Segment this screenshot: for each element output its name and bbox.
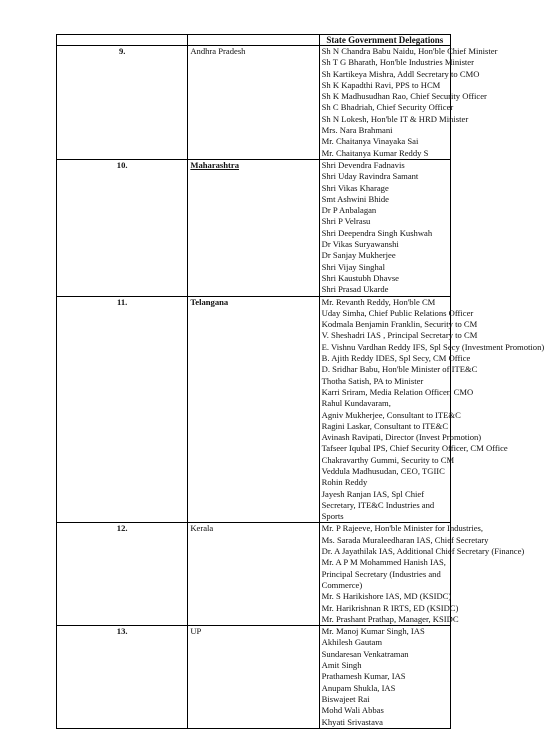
member-name: Mohd Wali Abbas bbox=[321, 705, 384, 716]
state-name bbox=[188, 159, 319, 296]
member-name: Chakravarthy Gummi, Security to CM bbox=[321, 454, 455, 465]
table-header: State Government Delegations bbox=[319, 35, 450, 46]
member-name: Mr. Chaitanya Kumar Reddy S bbox=[321, 147, 429, 158]
member-name: Dr. A Jayathilak IAS, Additional Chief Secretary (Finance) bbox=[321, 546, 525, 557]
member-name: Ms. Sarada Muraleedharan IAS, Chief Secretary bbox=[321, 534, 489, 545]
state-name bbox=[188, 296, 319, 523]
member-name: Mr. S Harikishore IAS, MD (KSIDC) bbox=[321, 591, 452, 602]
delegation-row bbox=[57, 296, 451, 523]
state-name-text: UP bbox=[190, 626, 202, 637]
member-name: E. Vishnu Vardhan Reddy IFS, Spl Secy (Investment Promotion) bbox=[321, 341, 544, 352]
row-number: 12. bbox=[57, 523, 188, 626]
state-name-text: Andhra Pradesh bbox=[190, 46, 246, 56]
member-name: Shri Uday Ravindra Samant bbox=[321, 171, 419, 182]
member-name: Prathamesh Kumar, IAS bbox=[321, 671, 406, 682]
member-name: Shri Vijay Singhal bbox=[321, 261, 385, 272]
state-name bbox=[188, 523, 319, 626]
state-name-text: Telangana bbox=[190, 296, 229, 307]
member-name: Kodmala Benjamin Franklin, Security to CM bbox=[321, 319, 478, 330]
member-name: Veddula Madhusudan, CEO, TGIIC bbox=[321, 465, 445, 476]
member-name: Sh K Madhusudhan Rao, Chief Security Officer bbox=[321, 91, 487, 102]
members-cell bbox=[319, 296, 544, 523]
delegation-row bbox=[57, 46, 451, 160]
member-name: Biswajeet Rai bbox=[321, 693, 370, 704]
header-row bbox=[57, 35, 451, 46]
member-name: Rohin Reddy bbox=[321, 477, 368, 488]
member-name: Agniv Mukherjee, Consultant to ITE&C bbox=[321, 409, 461, 420]
member-name: B. Ajith Reddy IDES, Spl Secy, CM Office bbox=[321, 353, 471, 364]
members-cell bbox=[319, 626, 450, 729]
members-cell bbox=[319, 46, 498, 160]
member-name: Shri Prasad Ukarde bbox=[321, 284, 389, 295]
member-name: Avinash Ravipati, Director (Invest Promotion) bbox=[321, 432, 482, 443]
delegations-table-body bbox=[57, 35, 544, 729]
row-number: 11. bbox=[57, 296, 188, 523]
row-number: 10. bbox=[57, 159, 188, 296]
header-empty-cell bbox=[57, 35, 188, 46]
member-name: Sundaresan Venkatraman bbox=[321, 648, 409, 659]
member-name: Shri Deependra Singh Kushwah bbox=[321, 227, 433, 238]
row-number: 9. bbox=[57, 46, 188, 160]
member-name: Mr. Revanth Reddy, Hon'ble CM bbox=[321, 296, 436, 307]
member-name: Tafseer Iqubal IPS, Chief Security Officer, CM Office bbox=[321, 443, 508, 454]
member-name: Mr. A P M Mohammed Hanish IAS, Principal Secretary (Industries and Commerce) bbox=[321, 557, 446, 590]
member-name: Sh N Lokesh, Hon'ble IT & HRD Minister bbox=[321, 113, 469, 124]
header-empty-cell bbox=[188, 35, 319, 46]
member-name: Sh K Kapadthi Ravi, PPS to HCM bbox=[321, 79, 441, 90]
state-name bbox=[188, 46, 319, 160]
member-name: Sh C Bhadriah, Chief Security Officer bbox=[321, 102, 454, 113]
member-name: Khyati Srivastava bbox=[321, 716, 383, 727]
member-name: Shri Vikas Kharage bbox=[321, 182, 389, 193]
members-cell bbox=[319, 523, 525, 626]
member-name: Jayesh Ranjan IAS, Spl Chief Secretary, ITE&C Industries and Sports bbox=[321, 488, 435, 522]
delegations-table bbox=[56, 34, 544, 729]
member-name: Sh Kartikeya Mishra, Addl Secretary to CMO bbox=[321, 68, 480, 79]
member-name: Mr. Chaitanya Vinayaka Sai bbox=[321, 136, 419, 147]
member-name: Mr. P Rajeeve, Hon'ble Minister for Industries, bbox=[321, 523, 484, 534]
member-name: Shri Devendra Fadnavis bbox=[321, 159, 405, 170]
member-name: Dr P Anbalagan bbox=[321, 205, 377, 216]
member-name: Mr. Prashant Prathap, Manager, KSIDC bbox=[321, 613, 459, 624]
members-cell bbox=[319, 159, 450, 296]
member-name: Mrs. Nara Brahmani bbox=[321, 125, 393, 136]
member-name: Sh T G Bharath, Hon'ble Industries Minister bbox=[321, 57, 474, 68]
state-name-text: Kerala bbox=[190, 523, 214, 534]
member-name: Ragini Laskar, Consultant to ITE&C bbox=[321, 420, 449, 431]
member-name: Amit Singh bbox=[321, 660, 362, 671]
member-name: Rahul Kundavaram, bbox=[321, 398, 391, 409]
state-name bbox=[188, 626, 319, 729]
row-number: 13. bbox=[57, 626, 188, 729]
state-name-text: Maharashtra bbox=[190, 159, 240, 170]
delegation-row bbox=[57, 626, 451, 729]
member-name: Shri Kaustubh Dhavse bbox=[321, 272, 399, 283]
member-name: Sh N Chandra Babu Naidu, Hon'ble Chief Minister bbox=[321, 46, 498, 56]
member-name: Akhilesh Gautam bbox=[321, 637, 383, 648]
member-name: Anupam Shukla, IAS bbox=[321, 682, 396, 693]
delegation-row bbox=[57, 523, 451, 626]
member-name: Smt Ashwini Bhide bbox=[321, 193, 389, 204]
member-name: Dr Vikas Suryawanshi bbox=[321, 239, 399, 250]
member-name: Uday Simha, Chief Public Relations Officer bbox=[321, 307, 474, 318]
delegation-row bbox=[57, 159, 451, 296]
member-name: Karri Sriram, Media Relation Officer, CMO bbox=[321, 386, 474, 397]
member-name: Mr. Manoj Kumar Singh, IAS bbox=[321, 626, 425, 637]
member-name: Thotha Satish, PA to Minister bbox=[321, 375, 424, 386]
member-name: V. Sheshadri IAS , Principal Secretary to CM bbox=[321, 330, 478, 341]
member-name: D. Sridhar Babu, Hon'ble Minister of ITE&C bbox=[321, 364, 478, 375]
member-name: Mr. Harikrishnan R IRTS, ED (KSIDC) bbox=[321, 602, 459, 613]
member-name: Shri P Velrasu bbox=[321, 216, 371, 227]
member-name: Dr Sanjay Mukherjee bbox=[321, 250, 396, 261]
